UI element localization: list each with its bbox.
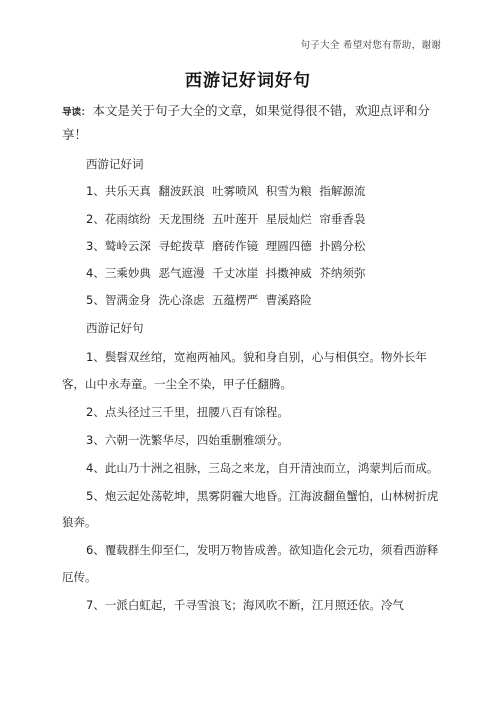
word-line: 1、共乐天真 翻波跃浪 吐雾喷风 积雪为粮 指解源流: [86, 184, 366, 199]
page-title: 西游记好词好句: [185, 71, 311, 91]
word-line: 2、花雨缤纷 天龙围绕 五叶莲开 星辰灿烂 帘垂香袅: [86, 211, 366, 226]
intro-text: 本文是关于句子大全的文章，如果觉得很不错，欢迎点评和分享！: [62, 103, 431, 142]
word-line: 4、三乘妙典 恶气遮漫 千丈冰崖 抖擞神威 芥纳须弥: [86, 266, 366, 281]
sentence-item: 1、鬓髫双丝绾，宽袍两袖风。貌和身自别，心与相俱空。物外长年客，山中永寿童。一尘全不染，甲子任翻腾。: [62, 350, 427, 391]
word-line: 3、鹫岭云深 寻蛇拨草 磨砖作镜 理圆四德 扑鸥分松: [86, 238, 366, 253]
sentence-item: 5、炮云起处荡乾坤，黑雾阴霾大地昏。江海波翻鱼蟹怕，山林树折虎狼奔。: [62, 488, 439, 530]
sentence-item: 4、此山乃十洲之祖脉，三岛之来龙，自开清浊而立，鸿蒙判后而成。: [86, 460, 439, 475]
sentence-item: 3、六朝一洗繁华尽，四始重删雅颂分。: [86, 432, 289, 447]
article-body: [62, 153, 440, 620]
words-heading: 西游记好词: [86, 157, 144, 171]
sentence-item: 6、覆载群生仰至仁，发明万物皆成善。欲知造化会元功，须看西游释厄传。: [62, 543, 439, 584]
sentences-heading: 西游记好句: [86, 320, 144, 335]
header-note: 句子大全 希望对您有帮助，谢谢: [300, 40, 441, 51]
sentence-item: 2、点头径过三千里，扭腰八百有馀程。: [86, 404, 289, 419]
intro-label: 导读：: [62, 107, 91, 118]
sentence-item: 7、一派白虹起，千寻雪浪飞；海风吹不断，江月照还依。冷气: [86, 597, 404, 612]
intro-paragraph: [62, 100, 442, 146]
word-line: 5、智满金身 洗心涤虑 五蕴楞严 曹溪路险: [86, 293, 312, 308]
